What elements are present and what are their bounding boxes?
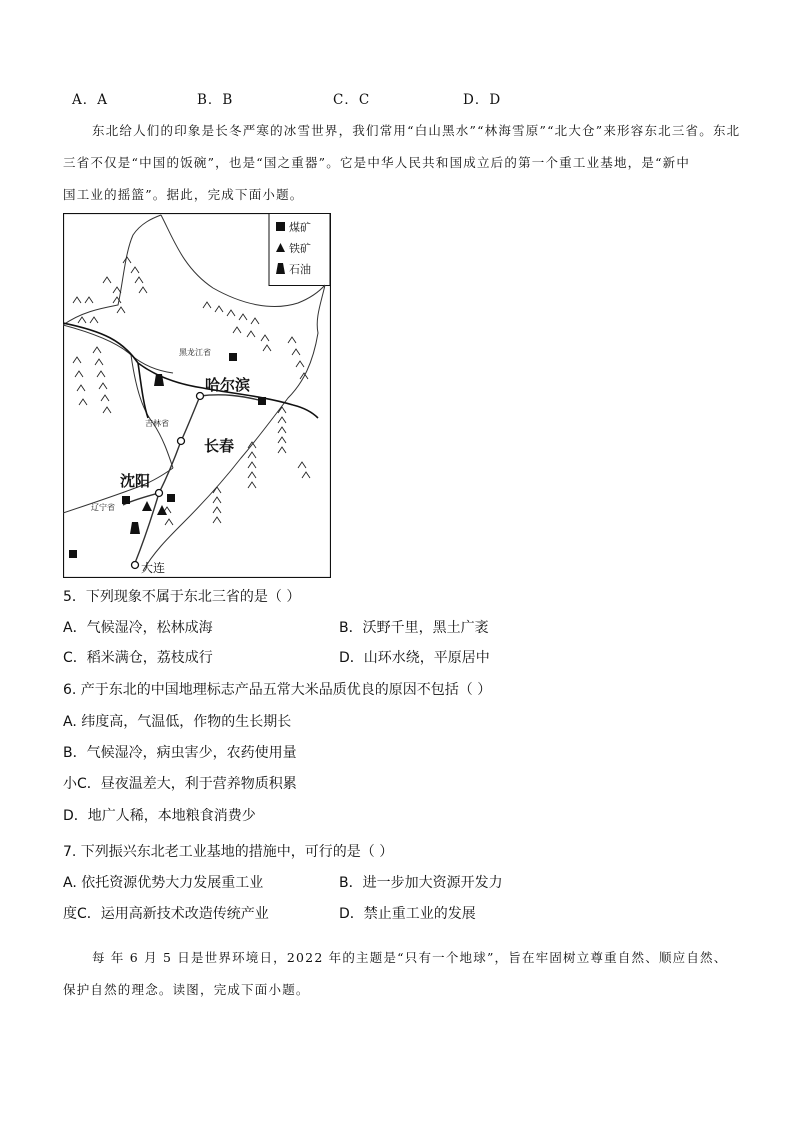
q6-option-c: 小C．昼夜温差大，利于营养物质积累	[63, 776, 297, 792]
coal-legend-icon	[276, 222, 285, 231]
q7-option-c: 度C．运用高新技术改造传统产业	[63, 906, 269, 922]
q7-option-d: D．禁止重工业的发展	[339, 906, 476, 922]
intro1-line2: 三省不仅是“中国的饭碗”，也是“国之重器”。它是中华人民共和国成立后的第一个重工业基地，是“新中	[63, 155, 691, 170]
q7-stem: 7. 下列振兴东北老工业基地的措施中，可行的是（ ）	[63, 844, 394, 860]
city-changchun-label: 长春	[204, 437, 235, 455]
q7-option-b: B．进一步加大资源开发力	[339, 875, 503, 891]
q6-stem: 6. 产于东北的中国地理标志产品五常大米品质优良的原因不包括（ ）	[63, 682, 492, 698]
q6-option-a: A. 纬度高，气温低，作物的生长期长	[63, 714, 292, 730]
intro1-line1: 东北给人们的印象是长冬严寒的冰雪世界，我们常用“白山黑水”“林海雪原”“北大仓”来形容东北三省。东北	[92, 123, 741, 138]
prev-option-c: C．C	[333, 92, 371, 108]
q6-option-b: B．气候湿冷，病虫害少，农药使用量	[63, 745, 297, 761]
coal-marker	[258, 397, 266, 405]
province-liaoning-label: 辽宁省	[91, 503, 115, 512]
q5-option-a: A．气候湿冷，松林成海	[63, 620, 213, 636]
legend-iron-label: 铁矿	[289, 242, 311, 255]
coal-marker	[167, 494, 175, 502]
province-jilin-label: 吉林省	[145, 419, 169, 428]
province-heilongjiang-label: 黑龙江省	[179, 348, 211, 357]
prev-option-b: B．B	[197, 92, 234, 108]
intro1-line3: 国工业的摇篮”。据此，完成下面小题。	[63, 187, 304, 202]
intro2-line1: 每 年 6 月 5 日是世界环境日，2022 年的主题是“只有一个地球”，旨在牢固树立尊重自然、顺应自然、	[92, 950, 728, 965]
city-dalian-label: 大连	[141, 561, 166, 575]
prev-option-a: A．A	[72, 92, 108, 108]
q5-stem: 5．下列现象不属于东北三省的是（ ）	[63, 589, 301, 605]
legend-coal-label: 煤矿	[289, 221, 311, 234]
q5-option-d: D．山环水绕，平原居中	[339, 650, 490, 666]
coal-marker	[229, 353, 237, 361]
q5-option-b: B．沃野千里，黑土广袤	[339, 620, 489, 636]
intro2-line2: 保护自然的理念。读图，完成下面小题。	[63, 982, 310, 997]
northeast-china-resource-map	[63, 213, 331, 578]
q6-option-d: D．地广人稀，本地粮食消费少	[63, 808, 256, 824]
city-harbin-label: 哈尔滨	[205, 376, 251, 394]
city-shenyang-label: 沈阳	[120, 472, 151, 490]
q5-option-c: C．稻米满仓，荔枝成行	[63, 650, 213, 666]
q7-option-a: A. 依托资源优势大力发展重工业	[63, 875, 264, 891]
prev-option-d: D．D	[463, 92, 502, 108]
coal-marker	[122, 496, 130, 504]
legend-oil-label: 石油	[289, 263, 311, 276]
coal-marker	[69, 550, 77, 558]
